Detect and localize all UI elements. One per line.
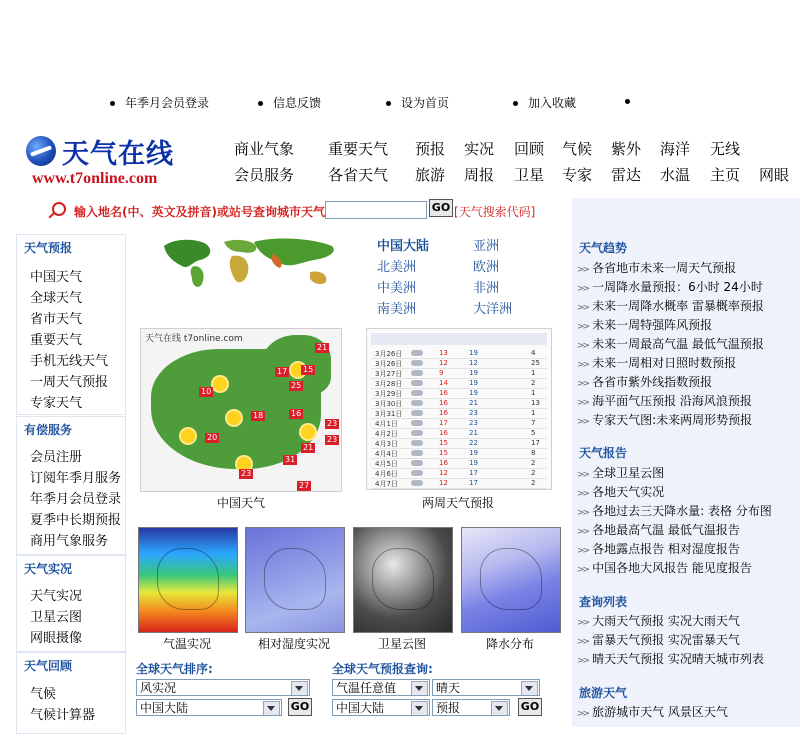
site-logo[interactable] [26,134,196,192]
temp-label: 15 [303,365,314,374]
rp-link[interactable]: >> 各省市紫外线指数预报 [577,375,713,389]
logo-brand: 天气在线 [62,139,174,170]
sidebar-heading[interactable]: 天气回顾 [24,659,73,673]
cloud-icon [411,370,423,376]
sidebar-box-paid [16,416,126,555]
bullet-icon [386,101,391,106]
nav-member-service[interactable]: 会员服务 [234,166,295,184]
query-type-select[interactable]: 预报 [432,699,510,716]
chevron-down-icon [291,681,308,696]
sidebar-item[interactable]: 一周天气预报 [30,375,109,390]
temp-label: 17 [277,367,288,376]
satellite-map-thumb[interactable] [353,527,453,633]
double-arrow-icon: >> [577,618,589,628]
rp-link[interactable]: >> 雷暴天气预报 实况雷暴天气 [577,633,740,647]
bullet-icon [258,101,263,106]
temp-label: 18 [253,411,264,420]
humidity-map-thumb[interactable] [245,527,345,633]
rp-link[interactable]: >> 各地最高气温 最低气温报告 [577,523,740,537]
temp-label: 10 [201,387,212,396]
top-link-label[interactable]: 信息反馈 [273,96,322,110]
temp-label: 21 [317,343,328,352]
map-watermark: 天气在线 t7online.com [145,334,243,344]
main-nav [234,138,794,186]
bullet-icon [110,101,115,106]
rp-link[interactable]: >> 专家天气图:未来两周形势预报 [577,413,753,427]
sidebar-item[interactable]: 订阅年季月服务 [30,471,122,486]
continent-china[interactable]: 中国大陆 [377,239,430,254]
land-outline [157,548,219,610]
cloud-icon [411,470,423,476]
double-arrow-icon: >> [577,417,589,427]
nav-expert[interactable]: 专家 [562,166,593,184]
temp-label: 20 [207,433,218,442]
rp-heading-trend[interactable]: 天气趋势 [579,241,628,255]
rp-link[interactable]: >> 未来一周降水概率 雷暴概率预报 [577,299,764,313]
land-outline [480,548,542,610]
search-label: 输入地名(中、英文及拼音)或站号查询城市天气 [74,205,325,219]
sort-go-button[interactable]: GO [288,698,312,716]
two-week-caption[interactable]: 两周天气预报 [421,496,494,510]
sidebar-item[interactable]: 夏季中长期预报 [30,513,122,528]
top-link-member-login[interactable] [110,94,209,111]
chevron-down-icon [521,681,538,696]
chevron-down-icon [411,681,428,696]
double-arrow-icon: >> [577,341,589,351]
cloud-icon [411,460,423,466]
nav-forecast[interactable]: 预报 [415,140,446,158]
thumb-caption-precip[interactable]: 降水分布 [485,637,534,651]
sun-icon [301,425,315,439]
double-arrow-icon: >> [577,284,589,294]
thumb-caption-satellite[interactable]: 卫星云图 [377,637,426,651]
search-code-link[interactable]: [天气搜索代码] [454,205,536,219]
double-arrow-icon: >> [577,322,589,332]
top-link-empty [625,94,640,108]
logo-url: www.t7online.com [32,170,158,187]
cloud-icon [411,400,423,406]
land-outline [264,548,326,610]
rp-link[interactable]: >> 旅游城市天气 风景区天气 [577,705,728,719]
temp-label: 23 [241,469,252,478]
precip-map-thumb[interactable] [461,527,561,633]
double-arrow-icon: >> [577,265,589,275]
temp-label: 25 [291,381,302,390]
rp-link[interactable]: >> 各省地市未来一周天气预报 [577,261,737,275]
bullet-icon [625,99,630,104]
rp-link[interactable]: >> 大雨天气预报 实况大雨天气 [577,614,740,628]
sidebar-item[interactable]: 网眼摄像 [30,631,83,646]
sidebar-item[interactable]: 重要天气 [30,333,83,348]
rp-link[interactable]: >> 全球卫星云图 [577,466,665,480]
top-link-label[interactable]: 加入收藏 [528,96,577,110]
rp-link[interactable]: >> 一周降水量预报：6小时 24小时 [577,280,763,294]
query-weather-select[interactable]: 晴天 [432,679,540,696]
sidebar-heading[interactable]: 有偿服务 [24,423,73,437]
query-go-button[interactable]: GO [518,698,542,716]
world-map[interactable] [162,236,348,292]
nav-travel[interactable]: 旅游 [415,166,446,184]
query-temp-select[interactable]: 气温任意值 [332,679,430,696]
double-arrow-icon: >> [577,489,589,499]
nav-province-weather[interactable]: 各省天气 [328,166,389,184]
nav-weekly[interactable]: 周报 [464,166,495,184]
double-arrow-icon: >> [577,398,589,408]
sidebar-item[interactable]: 手机无线天气 [30,354,109,369]
table-row: 4月6日 12 17 2 [371,469,547,479]
continent-central-america[interactable]: 中美洲 [377,281,417,296]
nav-important-weather[interactable]: 重要天气 [328,140,389,158]
top-link-set-home[interactable] [386,94,449,111]
global-query-title: 全球天气预报查询: [332,662,433,676]
cloud-icon [411,480,423,486]
temp-label: 27 [299,481,310,490]
sun-icon [213,377,227,391]
sidebar-item[interactable]: 全球天气 [30,291,83,306]
query-region-select[interactable]: 中国大陆 [332,699,430,716]
double-arrow-icon: >> [577,656,589,666]
sidebar-item[interactable]: 天气实况 [30,589,83,604]
continent-europe[interactable]: 欧洲 [473,260,500,275]
temp-label: 21 [303,443,314,452]
thumb-caption-humidity[interactable]: 相对湿度实况 [257,637,330,651]
rp-link[interactable]: >> 未来一周特强阵风预报 [577,318,713,332]
nav-satellite[interactable]: 卫星 [514,166,545,184]
nav-water-temp[interactable]: 水温 [660,166,691,184]
nav-webcam[interactable]: 网眼 [759,166,790,184]
chevron-down-icon [263,701,280,716]
table-row: 3月28日 14 19 2 [371,379,547,389]
double-arrow-icon: >> [577,637,589,647]
temp-label: 16 [291,409,302,418]
temp-label: 23 [327,419,338,428]
table-row: 4月2日 16 21 5 [371,429,547,439]
table-row: 3月26日 12 12 25 [371,359,547,369]
china-weather-map[interactable] [140,328,342,492]
bullet-icon [513,101,518,106]
double-arrow-icon: >> [577,470,589,480]
rp-heading-travel[interactable]: 旅游天气 [579,686,628,700]
sidebar-item[interactable]: 年季月会员登录 [30,492,122,507]
table-row: 4月1日 17 23 7 [371,419,547,429]
nav-review[interactable]: 回顾 [514,140,545,158]
double-arrow-icon: >> [577,527,589,537]
sidebar-heading[interactable]: 天气预报 [24,241,73,255]
sidebar-item[interactable]: 会员注册 [30,450,83,465]
table-row: 3月31日 16 23 1 [371,409,547,419]
rp-link[interactable]: >> 中国各地大风报告 能见度报告 [577,561,752,575]
continent-oceania[interactable]: 大洋洲 [473,302,513,317]
right-panel [572,198,800,727]
continent-africa[interactable]: 非洲 [473,281,500,296]
temp-label: 23 [327,435,338,444]
cloud-icon [411,390,423,396]
sort-field-select[interactable]: 风实况 [136,679,310,696]
sidebar-heading[interactable]: 天气实况 [24,562,73,576]
rp-link[interactable]: >> 未来一周相对日照时数预报 [577,356,737,370]
sidebar-item[interactable]: 省市天气 [30,312,83,327]
world-map-graphic [162,236,348,292]
nav-climate[interactable]: 气候 [562,140,593,158]
double-arrow-icon: >> [577,565,589,575]
rp-heading-query[interactable]: 查询列表 [579,595,628,609]
table-row: 3月27日 9 19 1 [371,369,547,379]
nav-current[interactable]: 实况 [464,140,495,158]
left-sidebar [16,234,126,727]
land-outline [372,548,434,610]
two-week-forecast-table[interactable] [366,328,552,490]
table-header [371,333,547,345]
sidebar-box-review [16,652,126,734]
double-arrow-icon: >> [577,303,589,313]
cloud-icon [411,420,423,426]
continent-south-america[interactable]: 南美洲 [377,302,417,317]
rp-link[interactable]: >> 各地露点报告 相对湿度报告 [577,542,740,556]
sidebar-item[interactable]: 商用气象服务 [30,534,109,549]
rp-heading-report[interactable]: 天气报告 [579,446,628,460]
table-row: 3月30日 16 21 13 [371,399,547,409]
search-icon [52,202,66,216]
sidebar-box-forecast [16,234,126,415]
sun-icon [227,411,241,425]
rp-link[interactable]: >> 各地天气实况 [577,485,665,499]
china-map-caption[interactable]: 中国天气 [216,496,265,510]
sidebar-item[interactable]: 中国天气 [30,270,83,285]
rp-link[interactable]: >> 海平面气压预报 沿海风浪预报 [577,394,752,408]
global-sort-title: 全球天气排序: [136,662,213,676]
double-arrow-icon: >> [577,508,589,518]
continent-asia[interactable]: 亚洲 [473,239,500,254]
city-search-row [52,200,552,222]
sun-icon [181,429,195,443]
cloud-icon [411,350,423,356]
nav-wireless[interactable]: 无线 [710,140,741,158]
nav-ocean[interactable]: 海洋 [660,140,691,158]
sidebar-item[interactable]: 气候 [30,687,57,702]
cloud-icon [411,360,423,366]
table-row: 3月29日 16 19 1 [371,389,547,399]
search-input[interactable] [325,201,427,219]
top-link-add-favorite[interactable] [513,94,576,111]
rp-link[interactable]: >> 各地过去三天降水量: 表格 分布图 [577,504,772,518]
table-row: 4月5日 16 19 2 [371,459,547,469]
continent-north-america[interactable]: 北美洲 [377,260,417,275]
top-links-bar [110,94,630,110]
nav-business-weather[interactable]: 商业气象 [234,140,295,158]
table-row: 4月4日 15 19 8 [371,449,547,459]
chevron-down-icon [411,701,428,716]
nav-uv[interactable]: 紫外 [611,140,642,158]
sidebar-item[interactable]: 气候计算器 [30,708,96,723]
sort-region-select[interactable]: 中国大陆 [136,699,282,716]
table-row: 4月3日 15 22 17 [371,439,547,449]
double-arrow-icon: >> [577,379,589,389]
sidebar-item[interactable]: 专家天气 [30,396,83,411]
double-arrow-icon: >> [577,546,589,556]
cloud-icon [411,430,423,436]
sidebar-box-current [16,555,126,652]
table-row: 3月26日 13 19 4 [371,349,547,359]
table-row: 4月7日 12 17 2 [371,479,547,489]
sidebar-item[interactable]: 卫星云图 [30,610,83,625]
nav-home[interactable]: 主页 [710,166,741,184]
rp-link[interactable]: >> 未来一周最高气温 最低气温预报 [577,337,764,351]
top-link-label[interactable]: 设为首页 [401,96,450,110]
double-arrow-icon: >> [577,360,589,370]
continent-links [377,234,557,317]
temp-label: 31 [285,455,296,464]
search-go-button[interactable]: GO [429,199,453,217]
cloud-icon [411,380,423,386]
nav-radar[interactable]: 雷达 [611,166,642,184]
chevron-down-icon [491,701,508,716]
top-link-feedback[interactable] [258,94,321,111]
double-arrow-icon: >> [577,709,589,719]
thumb-caption-temp[interactable]: 气温实况 [162,637,211,651]
cloud-icon [411,450,423,456]
globe-icon [26,136,56,166]
rp-link[interactable]: >> 晴天天气预报 实况晴天城市列表 [577,652,764,666]
cloud-icon [411,440,423,446]
top-link-label[interactable]: 年季月会员登录 [125,96,210,110]
temperature-map-thumb[interactable] [138,527,238,633]
cloud-icon [411,410,423,416]
